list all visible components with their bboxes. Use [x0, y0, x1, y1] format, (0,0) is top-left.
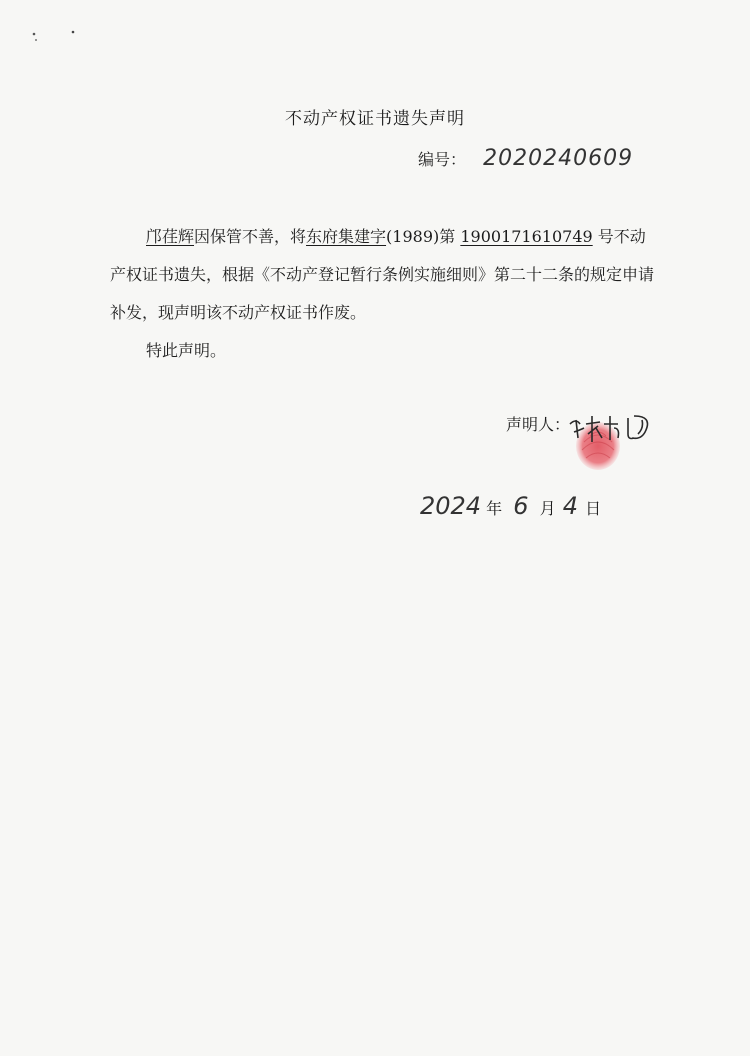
certificate-year: (1989) — [386, 227, 440, 246]
date-year-handwritten: 2024 — [420, 492, 482, 520]
closing-line: 特此声明。 — [146, 341, 227, 360]
date-row — [420, 492, 601, 532]
number-value-handwritten: 2020240609 — [483, 146, 634, 171]
declaration-body — [110, 218, 658, 370]
certificate-number: 1900171610749 — [460, 227, 593, 246]
signature-handwritten — [562, 402, 672, 482]
document-title: 不动产权证书遗失声明 — [285, 109, 465, 129]
paragraph-text-b: 第 — [439, 227, 461, 246]
signature-area — [562, 402, 672, 482]
date-month-unit: 月 — [539, 499, 556, 518]
date-month-handwritten: 6 — [513, 492, 529, 520]
date-day-unit: 日 — [585, 499, 602, 518]
number-row — [418, 146, 633, 171]
declaration-paragraph — [110, 218, 658, 332]
number-label: 编号： — [418, 150, 467, 169]
declarant-label: 声明人： — [506, 415, 571, 434]
paragraph-text-c: 号不动产权证书遗失，根据《不动产登记暂行条例实施细则》第二十二条的规定申请补发，现声明该不动产权证书作废。 — [110, 227, 655, 322]
certificate-prefix: 东府集建字 — [306, 227, 387, 246]
date-day-handwritten: 4 — [562, 492, 579, 520]
scan-specks — [30, 28, 90, 48]
owner-name: 邝荏辉 — [146, 227, 195, 246]
date-year-unit: 年 — [486, 499, 503, 518]
paragraph-text-a: 因保管不善，将 — [194, 227, 307, 246]
